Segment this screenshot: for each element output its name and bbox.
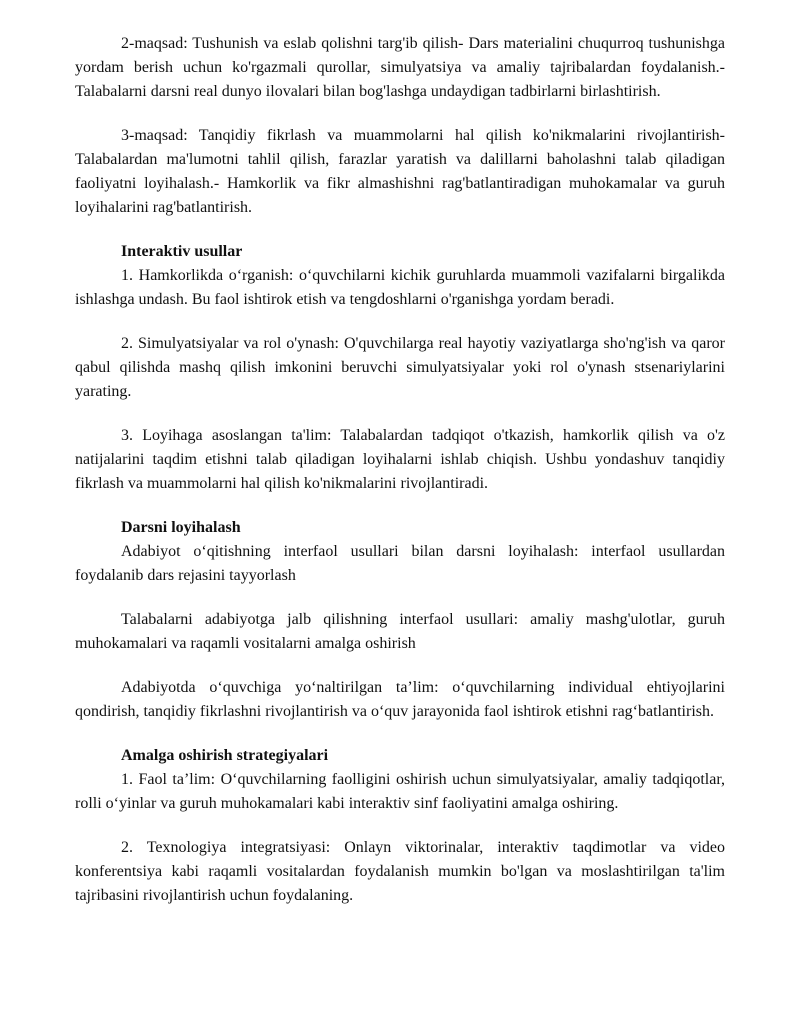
paragraph-active-learning: 1. Faol ta’lim: O‘quvchilarning faolligini oshirish uchun simulyatsiyalar, amaliy tadqiqotlar, rolli o‘yinlar va guruh muhokamalari kabi interaktiv sinf faoliyatini amalga oshiring. xyxy=(75,771,725,812)
paragraph-project-based-learning: 3. Loyihaga asoslangan ta'lim: Talabalardan tadqiqot o'tkazish, hamkorlik qilish va o'z natijalarini taqdim etishni talab qiladigan loyihalarni ishlab chiqish. Ushbu yondashuv tanqidiy fikrlash va muammolarni hal qilish ko'nikmalarini rivojlantiradi. xyxy=(75,427,725,492)
paragraph-goal-3: 3-maqsad: Tanqidiy fikrlash va muammolarni hal qilish ko'nikmalarini rivojlantirish- Talabalardan ma'lumotni tahlil qilish, farazlar yaratish va dalillarni baholashni talab qiladigan faoliyatni loyihalash.- Hamkorlik va fikr almashishni rag'batlantiradigan muhokamalar va guruh loyihalarini rag'batlantirish. xyxy=(75,127,725,216)
paragraph-goal-2: 2-maqsad: Tushunish va eslab qolishni targ'ib qilish- Dars materialini chuqurroq tushunishga yordam berish uchun ko'rgazmali qurollar, simulyatsiya va amaliy tajribalardan foydalanish.- Talabalarni darsni real dunyo ilovalari bilan bog'lashga undaydigan tadbirlarni birlashtirish. xyxy=(75,35,725,100)
paragraph-engagement-methods: Talabalarni adabiyotga jalb qilishning interfaol usullari: amaliy mashg'ulotlar, guruh muhokamalari va raqamli vositalarni amalga oshirish xyxy=(75,611,725,652)
paragraph-student-centered: Adabiyotda o‘quvchiga yo‘naltirilgan ta’lim: o‘quvchilarning individual ehtiyojlarini qondirish, tanqidiy fikrlashni rivojlantirish va o‘quv jarayonida faol ishtirok etishni rag‘batlantirish. xyxy=(75,679,725,720)
paragraph-collaborative-learning: 1. Hamkorlikda o‘rganish: o‘quvchilarni kichik guruhlarda muammoli vazifalarni birgalikda ishlashga undash. Bu faol ishtirok etish va tengdoshlarni o'rganishga yordam beradi. xyxy=(75,267,725,308)
paragraph-lesson-design: Adabiyot o‘qitishning interfaol usullari bilan darsni loyihalash: interfaol usullardan foydalanib dars rejasini tayyorlash xyxy=(75,543,725,584)
paragraph-technology-integration: 2. Texnologiya integratsiyasi: Onlayn viktorinalar, interaktiv taqdimotlar va video konferentsiya kabi raqamli vositalardan foydalanish mumkin bo'lgan va moslashtirilgan ta'lim tajribasini rivojlantirish uchun foydalaning. xyxy=(75,839,725,904)
heading-interactive-methods: Interaktiv usullar xyxy=(121,243,243,260)
heading-implementation-strategies: Amalga oshirish strategiyalari xyxy=(121,747,329,764)
paragraph-simulations-role-play: 2. Simulyatsiyalar va rol o'ynash: O'quvchilarga real hayotiy vaziyatlarga sho'ng'ish va qaror qabul qilishda mashq qilish imkonini beruvchi simulyatsiyalar yoki rol o'ynash stsenariylarini yarating. xyxy=(75,335,725,400)
heading-lesson-design: Darsni loyihalash xyxy=(121,519,241,536)
